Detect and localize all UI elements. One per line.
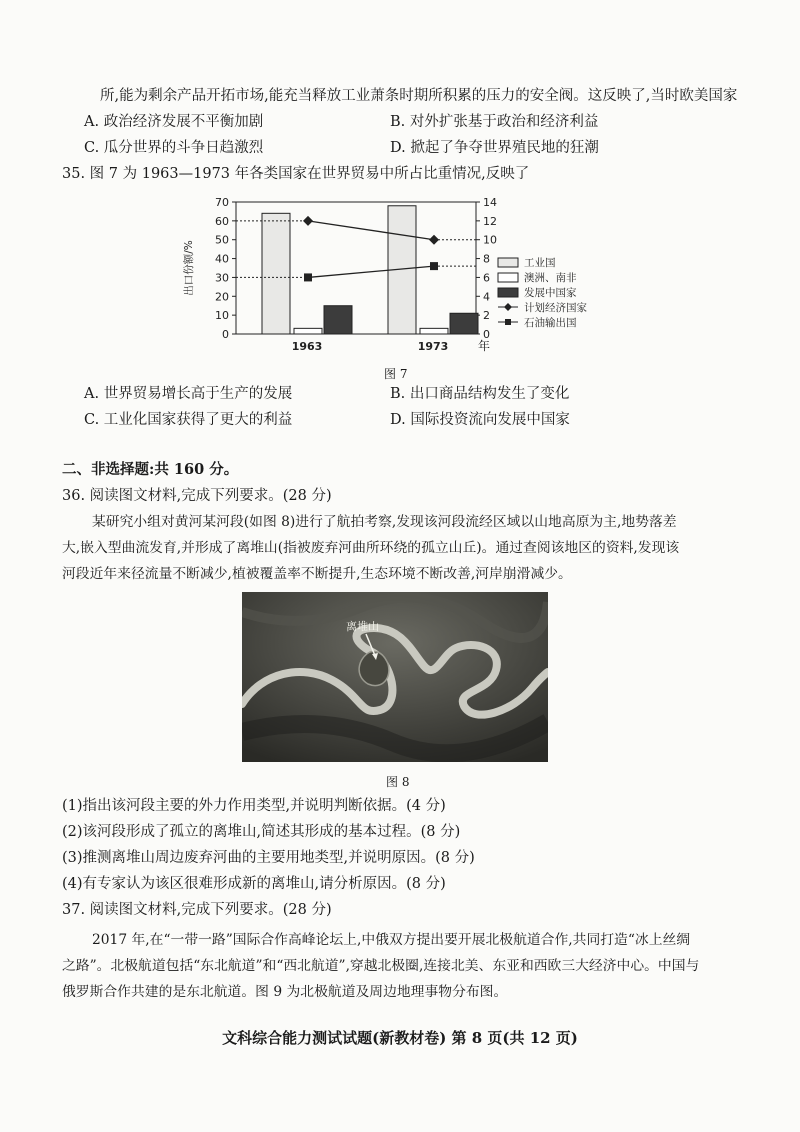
q35-option-d[interactable]: D. 国际投资流向发展中国家	[390, 412, 570, 428]
q34-tail: 所,能为剩余产品开拓市场,能充当释放工业萧条时期所积累的压力的安全阀。这反映了,当时欧美国家	[100, 88, 738, 104]
q36-paragraph-3: 河段近年来径流量不断减少,植被覆盖率不断提升,生态环境不断改善,河岸崩滑减少。	[62, 566, 572, 582]
bar-发展中国家	[324, 306, 352, 334]
q34-option-b[interactable]: B. 对外扩张基于政治和经济利益	[390, 114, 599, 130]
y-tick-label: 70	[215, 196, 229, 209]
q37-paragraph-3: 俄罗斯合作共建的是东北航道。图 9 为北极航道及周边地理事物分布图。	[62, 984, 508, 1000]
legend-label: 石油输出国	[524, 317, 577, 329]
y-tick-label: 10	[215, 309, 229, 323]
bar-发展中国家	[450, 313, 478, 334]
legend-label: 澳洲、南非	[524, 272, 577, 284]
page-footer: 文科综合能力测试试题(新教材卷) 第 8 页(共 12 页)	[222, 1029, 578, 1047]
photo-label: 离堆山	[346, 620, 379, 633]
section-2-heading: 二、非选择题:共 160 分。	[62, 461, 239, 478]
bar-工业国	[262, 213, 290, 334]
q37-stem: 37. 阅读图文材料,完成下列要求。(28 分)	[62, 902, 332, 918]
legend-label: 发展中国家	[524, 287, 577, 299]
legend-marker	[504, 303, 512, 311]
legend-marker	[505, 319, 511, 325]
q36-stem: 36. 阅读图文材料,完成下列要求。(28 分)	[62, 488, 332, 504]
legend-label: 工业国	[524, 257, 556, 269]
figure-8-aerial-photo	[242, 592, 548, 762]
y2-tick-label: 14	[483, 196, 497, 209]
q37-paragraph-2: 之路”。北极航道包括“东北航道”和“西北航道”,穿越北极圈,连接北美、东亚和西欧三大经济中心。中国与	[62, 958, 700, 974]
y2-tick-label: 4	[483, 290, 490, 304]
q36-paragraph-1: 某研究小组对黄河某河段(如图 8)进行了航拍考察,发现该河段流经区域以山地高原为主,地势落差	[92, 514, 677, 530]
y2-tick-label: 6	[483, 271, 490, 285]
q35-stem: 35. 图 7 为 1963—1973 年各类国家在世界贸易中所占比重情况,反映了	[62, 166, 530, 182]
x-axis-unit: 年	[478, 339, 491, 353]
point-计划经济国家	[303, 216, 313, 226]
figure-8-caption: 图 8	[386, 775, 410, 789]
y-tick-label: 0	[222, 328, 229, 341]
y2-tick-label: 2	[483, 309, 490, 323]
y-tick-label: 30	[215, 271, 229, 285]
q36-paragraph-2: 大,嵌入型曲流发育,并形成了离堆山(指被废弃河曲所环绕的孤立山丘)。通过查阅该地区的资料,发现该	[62, 540, 680, 556]
legend-label: 计划经济国家	[524, 302, 587, 314]
point-计划经济国家	[429, 235, 439, 245]
figure-7-chart	[176, 188, 616, 360]
legend-swatch	[498, 258, 518, 267]
y2-tick-label: 0	[483, 328, 490, 341]
y-tick-label: 50	[215, 233, 229, 247]
y2-tick-label: 12	[483, 214, 497, 228]
q35-option-a[interactable]: A. 世界贸易增长高于生产的发展	[84, 386, 293, 402]
q36-sub-4: (4)有专家认为该区很难形成新的离堆山,请分析原因。(8 分)	[62, 876, 446, 892]
y-tick-label: 20	[215, 290, 229, 304]
y-axis-label: 出口份额/%	[183, 240, 195, 296]
bar-澳洲、南非	[420, 328, 448, 334]
q34-option-a[interactable]: A. 政治经济发展不平衡加剧	[84, 114, 264, 130]
q34-option-d[interactable]: D. 掀起了争夺世界殖民地的狂潮	[390, 140, 599, 156]
y2-tick-label: 8	[483, 252, 490, 266]
point-石油输出国	[430, 262, 438, 270]
q36-sub-1: (1)指出该河段主要的外力作用类型,并说明判断依据。(4 分)	[62, 798, 446, 814]
legend-swatch	[498, 273, 518, 282]
q36-sub-2: (2)该河段形成了孤立的离堆山,简述其形成的基本过程。(8 分)	[62, 824, 461, 840]
x-tick-label: 1963	[291, 340, 323, 353]
y-tick-label: 40	[215, 252, 229, 266]
legend-swatch	[498, 288, 518, 297]
bar-澳洲、南非	[294, 328, 322, 334]
q35-option-c[interactable]: C. 工业化国家获得了更大的利益	[84, 412, 293, 428]
q34-option-c[interactable]: C. 瓜分世界的斗争日趋激烈	[84, 140, 264, 156]
figure-7-caption: 图 7	[384, 367, 408, 381]
q37-paragraph-1: 2017 年,在“一带一路”国际合作高峰论坛上,中俄双方提出要开展北极航道合作,共同打造“冰上丝绸	[92, 932, 691, 948]
q36-sub-3: (3)推测离堆山周边废弃河曲的主要用地类型,并说明原因。(8 分)	[62, 850, 475, 866]
point-石油输出国	[304, 273, 312, 281]
y2-tick-label: 10	[483, 233, 497, 247]
y-tick-label: 60	[215, 214, 229, 228]
x-tick-label: 1973	[417, 340, 449, 353]
q35-option-b[interactable]: B. 出口商品结构发生了变化	[390, 386, 570, 402]
